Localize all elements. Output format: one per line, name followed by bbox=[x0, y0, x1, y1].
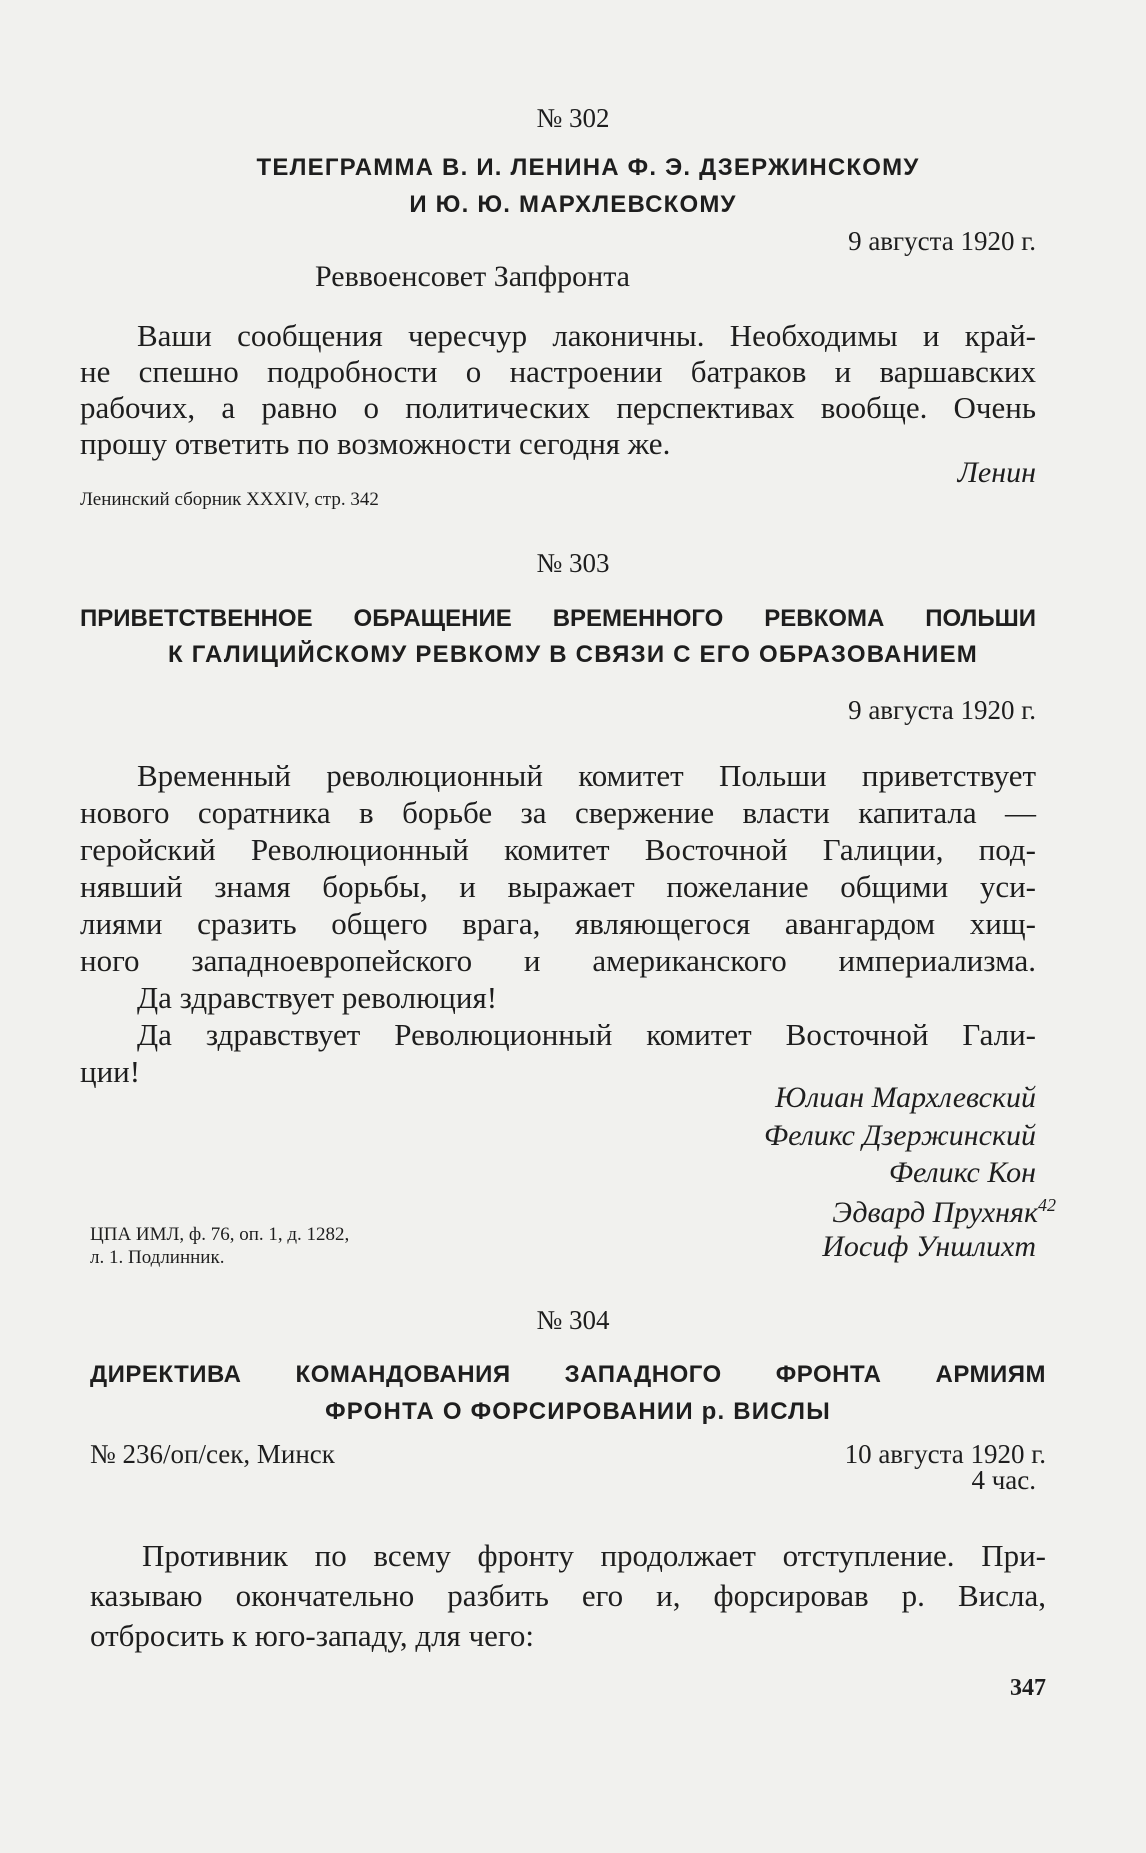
doc-title: ТЕЛЕГРАММА В. И. ЛЕНИНА Ф. Э. ДЗЕРЖИНСКОМУ bbox=[256, 154, 920, 181]
signature: Феликс Кон bbox=[888, 1156, 1036, 1189]
body-line: отбросить к юго-западу, для чего: bbox=[90, 1618, 534, 1653]
body-line: Противник по всему фронту продолжает отступление. При- bbox=[142, 1538, 1046, 1573]
doc-title: ПРИВЕТСТВЕННОЕ ОБРАЩЕНИЕ ВРЕМЕННОГО РЕВКОМА ПОЛЬШИ bbox=[80, 605, 1036, 632]
body-line: не спешно подробности о настроении батраков и варшавских bbox=[80, 354, 1036, 389]
body-line: нового соратника в борьбе за свержение власти капитала — bbox=[80, 795, 1036, 830]
body-line: Да здравствует революция! bbox=[137, 980, 498, 1015]
body-line: ного западноевропейского и американского империализма. bbox=[80, 943, 1036, 978]
page-number: 347 bbox=[1010, 1675, 1046, 1701]
body-line: казываю окончательно разбить его и, форсировав р. Висла, bbox=[90, 1578, 1046, 1613]
body-line: Ваши сообщения чересчур лаконичны. Необходимы и край- bbox=[137, 318, 1036, 353]
doc-date: 10 августа 1920 г. bbox=[844, 1439, 1046, 1469]
body-line: геройский Революционный комитет Восточной Галиции, под- bbox=[80, 832, 1036, 867]
footnote-ref: 42 bbox=[1038, 1195, 1056, 1215]
doc-title: ФРОНТА О ФОРСИРОВАНИИ р. ВИСЛЫ bbox=[325, 1398, 831, 1425]
signature: Ленин bbox=[957, 456, 1036, 489]
doc-number: № 303 bbox=[536, 548, 610, 578]
body-line: Временный революционный комитет Польши приветствует bbox=[137, 758, 1036, 793]
doc-title: ДИРЕКТИВА КОМАНДОВАНИЯ ЗАПАДНОГО ФРОНТА АРМИЯМ bbox=[90, 1361, 1046, 1388]
doc-number: № 302 bbox=[536, 103, 610, 133]
signature: Юлиан Мархлевский bbox=[775, 1081, 1036, 1114]
signature-name: Эдвард Прухняк bbox=[832, 1196, 1038, 1229]
doc-time: 4 час. bbox=[971, 1465, 1036, 1495]
source-note: ЦПА ИМЛ, ф. 76, оп. 1, д. 1282, bbox=[90, 1224, 350, 1245]
signature: Феликс Дзержинский bbox=[764, 1119, 1036, 1152]
signature: Иосиф Уншлихт bbox=[822, 1230, 1036, 1263]
body-line: прошу ответить по возможности сегодня же. bbox=[80, 426, 671, 461]
addressee: Реввоенсовет Запфронта bbox=[315, 260, 630, 293]
doc-reference: № 236/оп/сек, Минск bbox=[90, 1439, 335, 1469]
doc-title: И Ю. Ю. МАРХЛЕВСКОМУ bbox=[409, 191, 737, 218]
body-line: нявший знамя борьбы, и выражает пожелание общими уси- bbox=[80, 869, 1036, 904]
source-note: л. 1. Подлинник. bbox=[90, 1247, 225, 1268]
body-line: лиями сразить общего врага, являющегося авангардом хищ- bbox=[80, 906, 1036, 941]
doc-date: 9 августа 1920 г. bbox=[848, 695, 1036, 725]
source-note: Ленинский сборник XXXIV, стр. 342 bbox=[80, 489, 379, 510]
body-line: ции! bbox=[80, 1054, 141, 1089]
body-line: рабочих, а равно о политических перспективах вообще. Очень bbox=[80, 390, 1036, 425]
signature bbox=[832, 1196, 1056, 1228]
body-line: Да здравствует Революционный комитет Восточной Гали- bbox=[137, 1017, 1036, 1052]
doc-number: № 304 bbox=[536, 1305, 610, 1335]
doc-date: 9 августа 1920 г. bbox=[848, 226, 1036, 256]
doc-title: К ГАЛИЦИЙСКОМУ РЕВКОМУ В СВЯЗИ С ЕГО ОБРАЗОВАНИЕМ bbox=[168, 641, 978, 668]
